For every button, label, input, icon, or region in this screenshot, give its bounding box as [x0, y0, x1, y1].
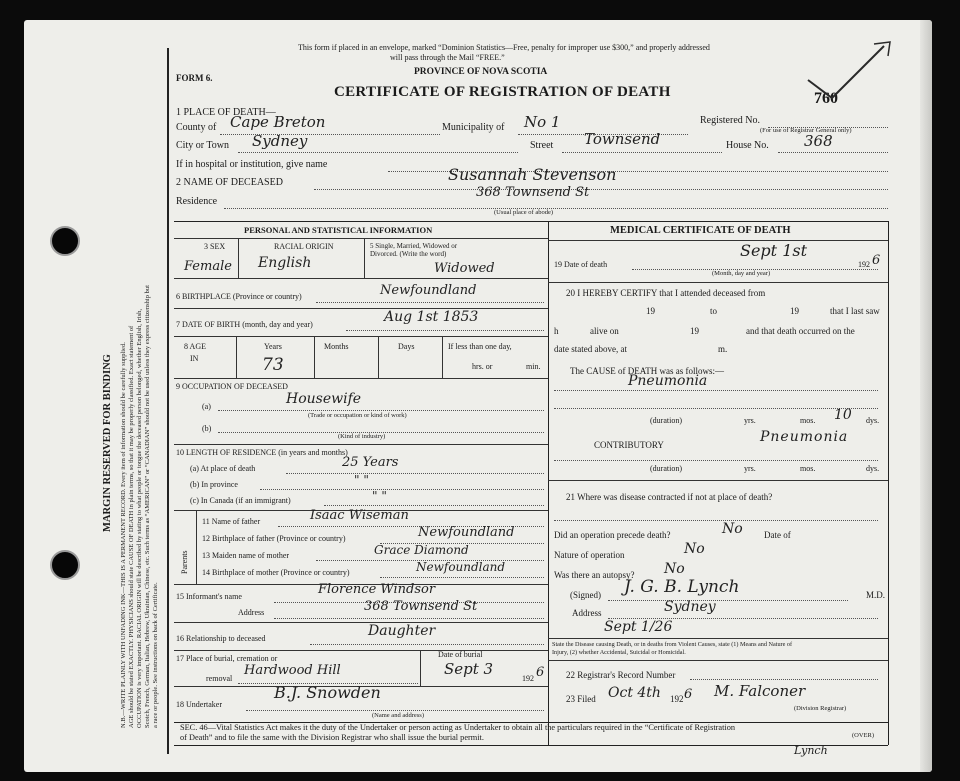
county-label: County of [176, 122, 217, 133]
certify-19a: 19 [646, 306, 655, 316]
in-canada-label: (c) In Canada (if an immigrant) [190, 496, 291, 505]
place-section-label: 1 PLACE OF DEATH— [176, 107, 276, 118]
burial-year: 6 [536, 665, 545, 680]
autopsy-label: Was there an autopsy? [554, 570, 635, 580]
signed-label: (Signed) [570, 590, 601, 600]
med-address-label: Address [572, 608, 602, 618]
margin-reserved-label: MARGIN RESERVED FOR BINDING [102, 354, 113, 532]
cert-date: Sept 1/26 [604, 619, 673, 635]
relationship-label: 16 Relationship to deceased [176, 634, 266, 643]
hospital-label: If in hospital or institution, give name [176, 159, 328, 170]
deceased-name: Susannah Stevenson [448, 165, 617, 184]
sex-value: Female [184, 259, 232, 274]
house-label: House No. [726, 140, 769, 151]
residence-label: Residence [176, 196, 218, 207]
filed-label: 23 Filed [566, 694, 596, 704]
sec46-note: SEC. 46—Vital Statistics Act makes it the duty of the Undertaker or person acting as Undertaker to obtain all the particulars required in the “Certificate of Registration [180, 723, 736, 732]
marital-value: Widowed [434, 261, 495, 276]
hrs-label: hrs. or [472, 362, 493, 371]
residence-length-label: 10 LENGTH OF RESIDENCE (in years and months) [176, 448, 348, 457]
certify-occurred: and that death occurred on the [746, 326, 855, 336]
father-label: 11 Name of father [202, 517, 261, 526]
deceased-name-label: 2 NAME OF DECEASED [176, 177, 283, 188]
filed-year: 6 [684, 687, 693, 702]
city-label: City or Town [176, 140, 230, 151]
paper-edge [920, 20, 932, 772]
less-than-day-label: If less than one day, [448, 342, 512, 351]
marital-label-2: Divorced. (Write the word) [370, 250, 447, 258]
md-label: M.D. [866, 590, 886, 600]
in-province-value: " " [354, 473, 369, 487]
father-birthplace-label: 12 Birthplace of father (Province or country) [202, 534, 346, 543]
undertaker-label: 18 Undertaker [176, 700, 222, 709]
relationship-value: Daughter [368, 623, 436, 639]
margin-note-line: Scotch, French, German, Italian, Hebrew, Ukrainian, Chinese, etc. Such terms as “AMERICAN” or “CANADIAN” should not be used unless they express citizenship but [144, 285, 151, 728]
margin-note-line: a race or people. See instructions on back of Certificate. [152, 582, 159, 728]
certify-19b: 19 [790, 306, 799, 316]
name-address-note: (Name and address) [372, 712, 424, 719]
birthplace-value: Newfoundland [380, 283, 477, 298]
contributory-label: CONTRIBUTORY [594, 440, 664, 450]
province-heading: PROVINCE OF NOVA SCOTIA [414, 67, 548, 77]
registrar-signature: M. Falconer [714, 682, 806, 700]
informant-address-label: Address [238, 608, 265, 617]
father-value: Isaac Wiseman [310, 508, 409, 523]
age-years-value: 73 [262, 355, 284, 375]
min-label: min. [526, 362, 541, 371]
margin-note-line: AGE should be stated EXACTLY. PHYSICIANS should state CAUSE OF DEATH in plain terms, so that it may be properly classified. Exact statement of [128, 325, 135, 728]
occupation-a: (a) [202, 402, 211, 411]
contributory-duration: (duration) [650, 464, 682, 473]
months-label: Months [324, 342, 349, 351]
burial-label: 17 Place of burial, cremation or [176, 654, 278, 663]
certify-date-above: date stated above, at [554, 344, 627, 354]
street-label: Street [530, 140, 554, 151]
duration-yrs: yrs. [744, 416, 756, 425]
occupation-value: Housewife [286, 391, 362, 407]
personal-heading: PERSONAL AND STATISTICAL INFORMATION [244, 225, 433, 235]
certify-alive: alive on [590, 326, 619, 336]
violent-note: State the Disease causing Death, or in deaths from Violent Causes, state (1) Means and Nature of [552, 641, 793, 648]
contributory-mos: mos. [800, 464, 816, 473]
municipality-label: Municipality of [442, 122, 505, 133]
mother-birthplace-value: Newfoundland [416, 560, 506, 574]
record-number-label: 22 Registrar's Record Number [566, 670, 676, 680]
certify-label: 20 I HEREBY CERTIFY that I attended deceased from [566, 288, 766, 298]
contributory-yrs: yrs. [744, 464, 756, 473]
informant-label: 15 Informant's name [176, 592, 242, 601]
at-place-value: 25 Years [342, 455, 399, 470]
violent-note-2: Injury, (2) whether Accidental, Suicidal or Homicidal. [552, 649, 686, 656]
years-label: Years [264, 342, 282, 351]
over-note: (OVER) [852, 732, 875, 739]
death-date-value: Sept 1st [740, 241, 808, 260]
trade-note: (Trade or occupation or kind of work) [308, 412, 407, 419]
contributory-dys: dys. [866, 464, 880, 473]
municipality-value: No 1 [524, 113, 561, 131]
father-birthplace-value: Newfoundland [418, 525, 515, 540]
death-year-prefix: 192 [858, 260, 870, 269]
county-value: Cape Breton [230, 113, 326, 131]
informant-address: 368 Townsend St [364, 599, 478, 614]
contributory-value: Pneumonia [760, 429, 849, 445]
signed-value: J. G. B. Lynch [624, 577, 740, 597]
house-value: 368 [804, 132, 833, 150]
burial-place: Hardwood Hill [244, 663, 341, 678]
operation-value: No [722, 521, 743, 537]
age-in-label: IN [190, 354, 199, 363]
in-canada-value: " " [372, 489, 387, 503]
certify-h: h [554, 326, 559, 336]
sec46-note-2: of Death” and to file the same with the Division Registrar who shall issue the burial permit. [180, 733, 484, 742]
registrar-note: (For use of Registrar General only) [760, 127, 852, 134]
operation-label: Did an operation precede death? [554, 530, 671, 540]
page-title: CERTIFICATE OF REGISTRATION OF DEATH [334, 84, 671, 100]
certify-m: m. [718, 344, 728, 354]
certify-to: to [710, 306, 718, 316]
parents-label: Parents [180, 550, 189, 574]
residence-value: 368 Townsend St [476, 185, 590, 200]
punch-hole-bottom [50, 550, 80, 580]
death-date-label: 19 Date of death [554, 260, 608, 269]
death-certificate [24, 20, 932, 772]
industry-note: (Kind of industry) [338, 433, 386, 440]
med-address-value: Sydney [664, 599, 716, 615]
filed-date: Oct 4th [608, 685, 661, 701]
duration-dys: dys. [866, 416, 880, 425]
autopsy-value: No [664, 561, 685, 577]
occupation-b: (b) [202, 424, 212, 433]
envelope-note: This form if placed in an envelope, marked “Dominion Statistics—Free, penalty for improper use $300,” and properly addressed [298, 43, 710, 52]
dob-label: 7 DATE OF BIRTH (month, day and year) [176, 320, 313, 329]
punch-hole-top [50, 226, 80, 256]
dob-value: Aug 1st 1853 [384, 309, 479, 325]
sex-label: 3 SEX [204, 242, 226, 251]
certificate-number: 760 [814, 90, 838, 107]
date-note: (Month, day and year) [712, 270, 771, 277]
duration-days-value: 10 [834, 407, 852, 423]
check-mark [804, 40, 894, 100]
burial-date: Sept 3 [444, 660, 494, 678]
footer-initials: Lynch [794, 744, 828, 757]
undertaker-value: B.J. Snowden [274, 683, 381, 702]
burial-year-prefix: 192 [522, 674, 534, 683]
contracted-label: 21 Where was disease contracted if not at place of death? [566, 492, 773, 502]
margin-border [167, 48, 169, 754]
filed-year-prefix: 192 [670, 694, 684, 704]
division-note: (Division Registrar) [794, 705, 847, 712]
cause-label: The CAUSE of DEATH was as follows:— [570, 366, 724, 376]
burial-date-label: Date of burial [438, 650, 483, 659]
death-year: 6 [872, 253, 881, 268]
duration-mos: mos. [800, 416, 816, 425]
marital-label: 5 Single, Married, Widowed or [370, 242, 458, 250]
envelope-note-2: will pass through the Mail “FREE.” [390, 53, 505, 62]
at-place-label: (a) At place of death [190, 464, 256, 473]
days-label: Days [398, 342, 415, 351]
age-label: 8 AGE [184, 342, 206, 351]
cause-value: Pneumonia [628, 373, 708, 389]
medical-heading: MEDICAL CERTIFICATE OF DEATH [610, 225, 791, 236]
margin-instructions [120, 48, 160, 728]
nature-label: Nature of operation [554, 550, 625, 560]
in-province-label: (b) In province [190, 480, 238, 489]
city-value: Sydney [252, 132, 308, 150]
street-value: Townsend [584, 130, 661, 148]
date-of-label: Date of [764, 530, 791, 540]
certify-19c: 19 [690, 326, 699, 336]
nature-value: No [684, 541, 705, 557]
certify-last: that I last saw [830, 306, 880, 316]
abode-note: (Usual place of abode) [494, 209, 554, 216]
removal-label: removal [206, 674, 233, 683]
margin-note-line: N.B.—WRITE PLAINLY WITH UNFADING INK—THIS IS A PERMANENT RECORD. Every item of information should be carefully supplied. [120, 342, 127, 728]
occupation-label: 9 OCCUPATION OF DECEASED [176, 382, 288, 391]
racial-value: English [258, 255, 312, 271]
registered-label: Registered No. [700, 115, 760, 126]
birthplace-label: 6 BIRTHPLACE (Province or country) [176, 292, 302, 301]
racial-label: RACIAL ORIGIN [274, 242, 334, 251]
mother-birthplace-label: 14 Birthplace of mother (Province or country) [202, 568, 350, 577]
duration-label: (duration) [650, 416, 682, 425]
mother-label: 13 Maiden name of mother [202, 551, 290, 560]
form-number: FORM 6. [176, 73, 213, 83]
margin-note-line: OCCUPATION is very important. RACIAL ORIGIN will be described by stating to what people or tongue the deceased person belonged, whether English, Irish, [136, 308, 143, 728]
informant-value: Florence Windsor [318, 582, 436, 597]
mother-value: Grace Diamond [374, 543, 469, 557]
